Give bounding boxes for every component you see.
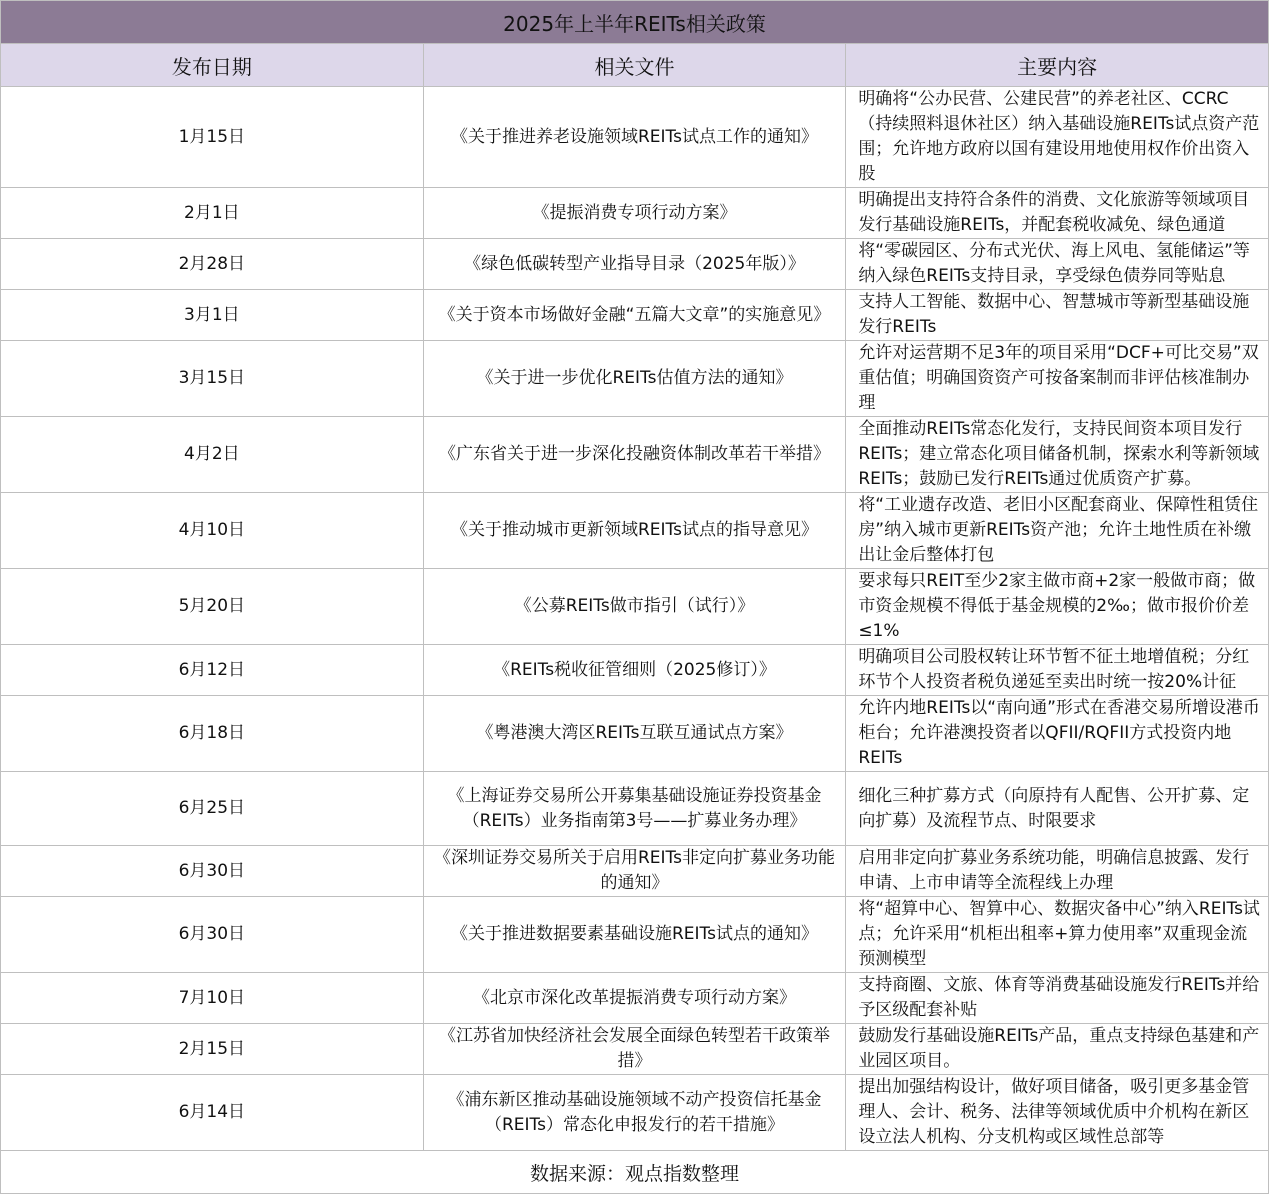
row-doc: 《粤港澳大湾区REITs互联互通试点方案》 [423,696,846,772]
row-date: 2月15日 [1,1024,424,1075]
table-row [1,87,1269,188]
row-content: 将“超算中心、智算中心、数据灾备中心”纳入REITs试点；允许采用“机柜出租率+算力使用率”双重现金流预测模型 [846,897,1269,973]
row-date: 7月10日 [1,973,424,1024]
row-date: 6月12日 [1,645,424,696]
table-row [1,696,1269,772]
row-content: 支持商圈、文旅、体育等消费基础设施发行REITs并给予区级配套补贴 [846,973,1269,1024]
row-content: 提出加强结构设计，做好项目储备，吸引更多基金管理人、会计、税务、法律等领域优质中介机构在新区设立法人机构、分支机构或区域性总部等 [846,1075,1269,1151]
row-content: 明确将“公办民营、公建民营”的养老社区、CCRC（持续照料退休社区）纳入基础设施REITs试点资产范围；允许地方政府以国有建设用地使用权作价出资入股 [846,87,1269,188]
row-date: 3月15日 [1,341,424,417]
row-date: 2月1日 [1,188,424,239]
table-title: 2025年上半年REITs相关政策 [1,1,1269,44]
row-doc: 《关于推动城市更新领域REITs试点的指导意见》 [423,493,846,569]
row-doc: 《提振消费专项行动方案》 [423,188,846,239]
source-row [1,1151,1269,1194]
row-date: 5月20日 [1,569,424,645]
table-row [1,645,1269,696]
row-content: 全面推动REITs常态化发行，支持民间资本项目发行REITs；建立常态化项目储备机制，探索水利等新领域REITs；鼓励已发行REITs通过优质资产扩募。 [846,417,1269,493]
row-date: 6月14日 [1,1075,424,1151]
table-row [1,569,1269,645]
row-doc: 《深圳证券交易所关于启用REITs非定向扩募业务功能的通知》 [423,846,846,897]
row-doc: 《关于推进养老设施领域REITs试点工作的通知》 [423,87,846,188]
row-content: 明确提出支持符合条件的消费、文化旅游等领域项目发行基础设施REITs，并配套税收减免、绿色通道 [846,188,1269,239]
row-content: 支持人工智能、数据中心、智慧城市等新型基础设施发行REITs [846,290,1269,341]
row-doc: 《关于推进数据要素基础设施REITs试点的通知》 [423,897,846,973]
table-row [1,188,1269,239]
row-content: 启用非定向扩募业务系统功能，明确信息披露、发行申请、上市申请等全流程线上办理 [846,846,1269,897]
source-note: 数据来源：观点指数整理 [1,1151,1269,1194]
row-content: 细化三种扩募方式（向原持有人配售、公开扩募、定向扩募）及流程节点、时限要求 [846,772,1269,846]
table-row [1,417,1269,493]
row-content: 将“零碳园区、分布式光伏、海上风电、氢能储运”等纳入绿色REITs支持目录，享受绿色债券同等贴息 [846,239,1269,290]
row-doc: 《上海证券交易所公开募集基础设施证券投资基金（REITs）业务指南第3号——扩募业务办理》 [423,772,846,846]
row-date: 6月18日 [1,696,424,772]
table-row [1,1024,1269,1075]
row-doc: 《北京市深化改革提振消费专项行动方案》 [423,973,846,1024]
header-doc: 相关文件 [423,44,846,87]
row-content: 将“工业遗存改造、老旧小区配套商业、保障性租赁住房”纳入城市更新REITs资产池；允许土地性质在补缴出让金后整体打包 [846,493,1269,569]
table-row [1,341,1269,417]
table-row [1,897,1269,973]
row-doc: 《浦东新区推动基础设施领域不动产投资信托基金（REITs）常态化申报发行的若干措施》 [423,1075,846,1151]
row-doc: 《REITs税收征管细则（2025修订）》 [423,645,846,696]
table-row [1,846,1269,897]
row-content: 明确项目公司股权转让环节暂不征土地增值税；分红环节个人投资者税负递延至卖出时统一按20%计征 [846,645,1269,696]
table-row [1,290,1269,341]
row-doc: 《关于资本市场做好金融“五篇大文章”的实施意见》 [423,290,846,341]
row-doc: 《绿色低碳转型产业指导目录（2025年版）》 [423,239,846,290]
row-doc: 《公募REITs做市指引（试行）》 [423,569,846,645]
header-content: 主要内容 [846,44,1269,87]
table-title-row [1,1,1269,44]
header-date: 发布日期 [1,44,424,87]
row-date: 2月28日 [1,239,424,290]
table-row [1,239,1269,290]
row-content: 允许对运营期不足3年的项目采用“DCF+可比交易”双重估值；明确国资资产可按备案制而非评估核准制办理 [846,341,1269,417]
row-doc: 《广东省关于进一步深化投融资体制改革若干举措》 [423,417,846,493]
row-content: 鼓励发行基础设施REITs产品，重点支持绿色基建和产业园区项目。 [846,1024,1269,1075]
row-doc: 《关于进一步优化REITs估值方法的通知》 [423,341,846,417]
table-row [1,493,1269,569]
table-row [1,973,1269,1024]
row-content: 要求每只REIT至少2家主做市商+2家一般做市商；做市资金规模不得低于基金规模的2‰；做市报价价差≤1% [846,569,1269,645]
row-date: 1月15日 [1,87,424,188]
row-date: 4月2日 [1,417,424,493]
row-date: 6月30日 [1,897,424,973]
row-content: 允许内地REITs以“南向通”形式在香港交易所增设港币柜台；允许港澳投资者以QFII/RQFII方式投资内地REITs [846,696,1269,772]
row-date: 4月10日 [1,493,424,569]
row-date: 6月25日 [1,772,424,846]
table-header-row [1,44,1269,87]
table-row [1,1075,1269,1151]
row-date: 6月30日 [1,846,424,897]
row-doc: 《江苏省加快经济社会发展全面绿色转型若干政策举措》 [423,1024,846,1075]
row-date: 3月1日 [1,290,424,341]
table-row [1,772,1269,846]
